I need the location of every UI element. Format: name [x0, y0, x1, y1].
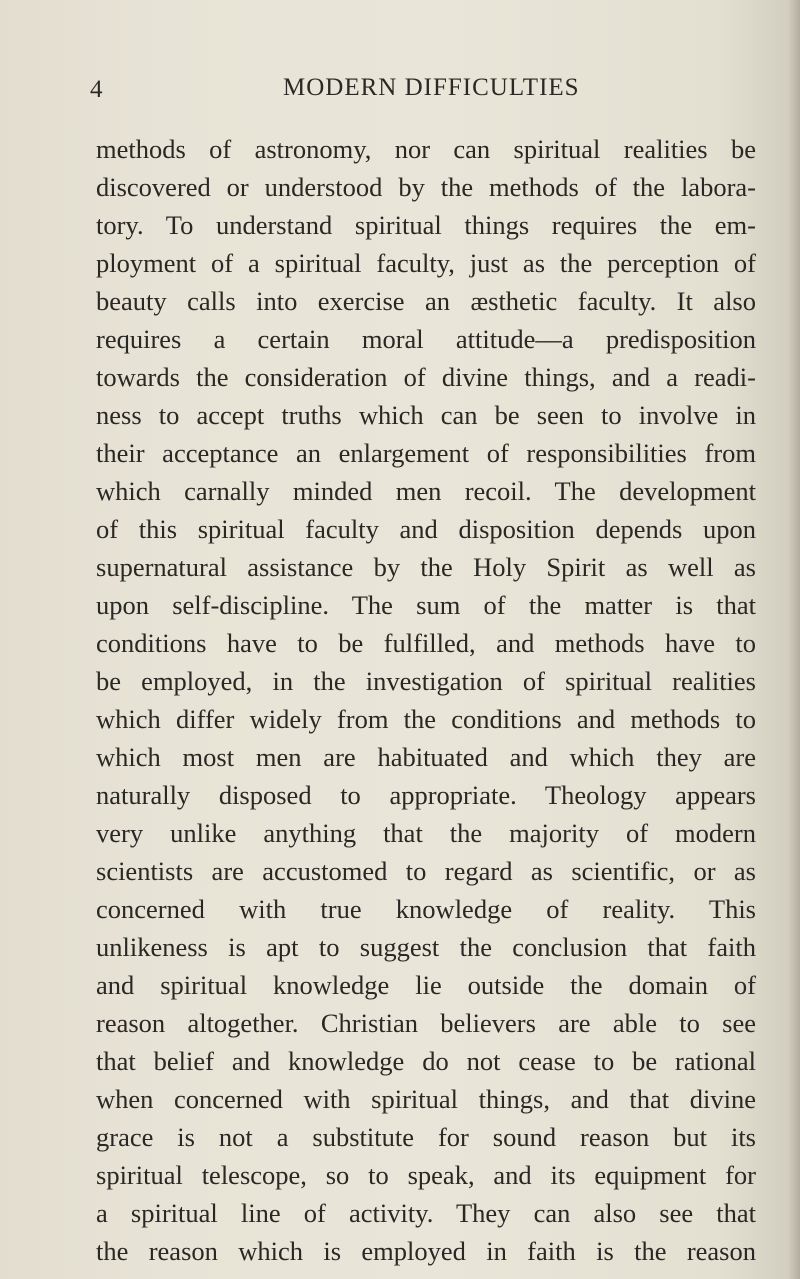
text-line: ployment of a spiritual faculty, just as the perception of	[96, 248, 756, 278]
page-header	[0, 74, 800, 114]
text-line: discovered or understood by the methods of the labora-	[96, 172, 756, 202]
text-line: which differ widely from the conditions and methods to	[96, 704, 756, 734]
text-line: scientists are accustomed to regard as scientific, or as	[96, 856, 756, 886]
text-line: and spiritual knowledge lie outside the domain of	[96, 970, 756, 1000]
text-line: which most men are habituated and which they are	[96, 742, 756, 772]
text-line: reason altogether. Christian believers are able to see	[96, 1008, 756, 1038]
text-line: unlikeness is apt to suggest the conclusion that faith	[96, 932, 756, 962]
text-line: that belief and knowledge do not cease to be rational	[96, 1046, 756, 1076]
page-number: 4	[90, 76, 103, 103]
text-line: when concerned with spiritual things, and that divine	[96, 1084, 756, 1114]
text-line: naturally disposed to appropriate. Theology appears	[96, 780, 756, 810]
text-line: of this spiritual faculty and disposition depends upon	[96, 514, 756, 544]
text-line: concerned with true knowledge of reality. This	[96, 894, 756, 924]
text-line: requires a certain moral attitude—a predisposition	[96, 324, 756, 354]
text-line: beauty calls into exercise an æsthetic faculty. It also	[96, 286, 756, 316]
text-line: supernatural assistance by the Holy Spirit as well as	[96, 552, 756, 582]
text-line: which carnally minded men recoil. The development	[96, 476, 756, 506]
text-line: their acceptance an enlargement of responsibilities from	[96, 438, 756, 468]
text-line: towards the consideration of divine things, and a readi-	[96, 362, 756, 392]
text-line: very unlike anything that the majority of modern	[96, 818, 756, 848]
text-line: spiritual telescope, so to speak, and its equipment for	[96, 1160, 756, 1190]
text-line: be employed, in the investigation of spiritual realities	[96, 666, 756, 696]
body-text	[96, 130, 756, 1270]
text-line: tory. To understand spiritual things requires the em-	[96, 210, 756, 240]
text-line: a spiritual line of activity. They can also see that	[96, 1198, 756, 1228]
text-line: grace is not a substitute for sound reason but its	[96, 1122, 756, 1152]
running-head: MODERN DIFFICULTIES	[283, 74, 580, 101]
text-line: the reason which is employed in faith is the reason	[96, 1236, 756, 1266]
page-edge-shadow	[788, 0, 800, 1279]
text-line: ness to accept truths which can be seen to involve in	[96, 400, 756, 430]
text-line: methods of astronomy, nor can spiritual realities be	[96, 134, 756, 164]
text-line: conditions have to be fulfilled, and methods have to	[96, 628, 756, 658]
text-line: upon self-discipline. The sum of the matter is that	[96, 590, 756, 620]
